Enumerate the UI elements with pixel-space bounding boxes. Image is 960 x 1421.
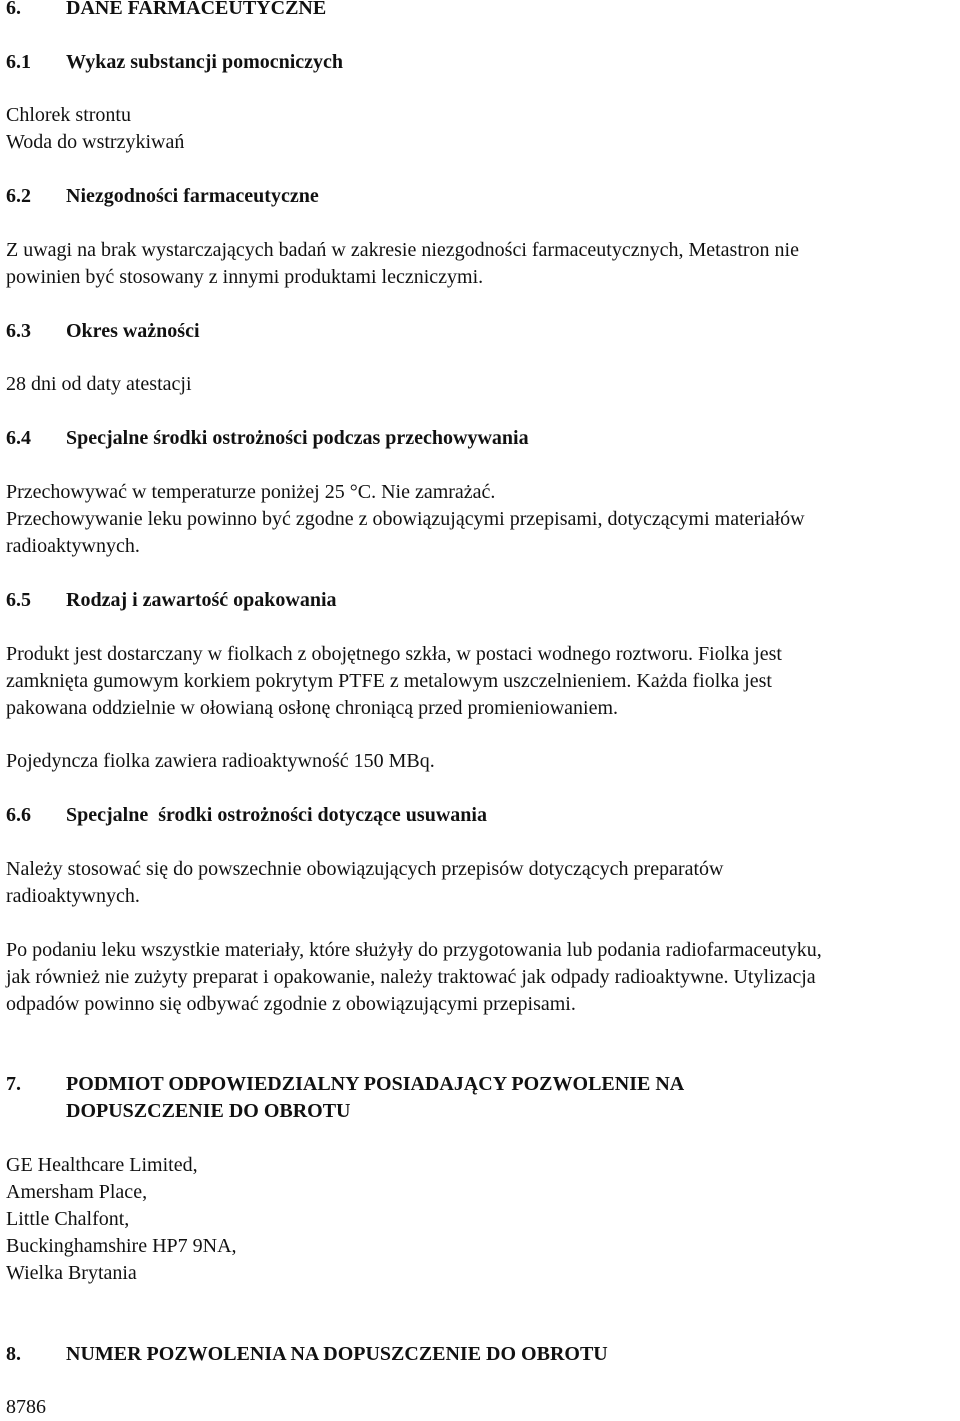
address-line: GE Healthcare Limited, xyxy=(6,1154,198,1176)
section-number: 6.3 xyxy=(6,320,31,342)
section-6-4-heading xyxy=(6,425,529,452)
section-6-1-heading xyxy=(6,49,343,76)
paragraph-line: radioaktywnych. xyxy=(6,535,140,557)
section-title: Rodzaj i zawartość opakowania xyxy=(66,589,337,611)
section-number: 6.6 xyxy=(6,804,31,826)
section-number: 7. xyxy=(6,1073,21,1095)
section-6-3-body xyxy=(6,371,192,398)
paragraph-line: 28 dni od daty atestacji xyxy=(6,373,192,395)
section-6-2-body xyxy=(6,237,799,291)
section-6-5-paragraph-2 xyxy=(6,748,435,775)
section-6-5-heading xyxy=(6,587,337,614)
section-number: 6.1 xyxy=(6,51,31,73)
paragraph-line: Przechowywać w temperaturze poniżej 25 °C. Nie zamrażać. xyxy=(6,481,496,503)
section-title: Okres ważności xyxy=(66,320,200,342)
section-title: Specjalne środki ostrożności dotyczące usuwania xyxy=(66,804,487,826)
section-6-6-paragraph-2 xyxy=(6,937,822,1018)
paragraph-line: radioaktywnych. xyxy=(6,885,140,907)
section-6-4-body xyxy=(6,479,805,560)
marketing-authorisation-holder-address xyxy=(6,1152,237,1287)
excipient-item: Woda do wstrzykiwań xyxy=(6,131,185,153)
section-8-heading xyxy=(6,1341,608,1368)
section-title: Wykaz substancji pomocniczych xyxy=(66,51,344,73)
address-line: Buckinghamshire HP7 9NA, xyxy=(6,1235,237,1257)
paragraph-line: Pojedyncza fiolka zawiera radioaktywność 150 MBq. xyxy=(6,750,435,772)
address-line: Wielka Brytania xyxy=(6,1262,137,1284)
section-number: 6.5 xyxy=(6,589,31,611)
section-6-6-heading xyxy=(6,802,487,829)
section-number: 6.2 xyxy=(6,185,31,207)
paragraph-line: odpadów powinno się odbywać zgodnie z obowiązującymi przepisami. xyxy=(6,993,576,1015)
section-6-heading xyxy=(6,0,326,22)
section-title: NUMER POZWOLENIA NA DOPUSZCZENIE DO OBROTU xyxy=(66,1343,608,1365)
section-6-5-paragraph-1 xyxy=(6,641,782,722)
paragraph-line: Z uwagi na brak wystarczających badań w zakresie niezgodności farmaceutycznych, Metastron nie xyxy=(6,239,799,261)
section-6-6-paragraph-1 xyxy=(6,856,724,910)
section-title: DANE FARMACEUTYCZNE xyxy=(66,0,327,19)
address-line: Little Chalfont, xyxy=(6,1208,130,1230)
paragraph-line: Należy stosować się do powszechnie obowiązujących przepisów dotyczących preparatów xyxy=(6,858,724,880)
section-6-2-heading xyxy=(6,183,319,210)
paragraph-line: powinien być stosowany z innymi produktami leczniczymi. xyxy=(6,266,484,288)
paragraph-line: pakowana oddzielnie w ołowianą osłonę chroniącą przed promieniowaniem. xyxy=(6,697,619,719)
section-number: 6.4 xyxy=(6,427,31,449)
address-line: Amersham Place, xyxy=(6,1181,148,1203)
paragraph-line: Przechowywanie leku powinno być zgodne z obowiązującymi przepisami, dotyczącymi materiałów xyxy=(6,508,805,530)
excipient-item: Chlorek strontu xyxy=(6,104,131,126)
authorisation-number: 8786 xyxy=(6,1396,46,1418)
section-title xyxy=(66,1071,684,1125)
paragraph-line: jak również nie zużyty preparat i opakowanie, należy traktować jak odpady radioaktywne. Utylizacja xyxy=(6,966,816,988)
section-title-line: DOPUSZCZENIE DO OBROTU xyxy=(66,1100,351,1122)
section-number: 6. xyxy=(6,0,21,19)
paragraph-line: zamknięta gumowym korkiem pokrytym PTFE z metalowym uszczelnieniem. Każda fiolka jest xyxy=(6,670,772,692)
paragraph-line: Produkt jest dostarczany w fiolkach z obojętnego szkła, w postaci wodnego roztworu. Fiolka jest xyxy=(6,643,782,665)
section-title: Niezgodności farmaceutyczne xyxy=(66,185,319,207)
paragraph-line: Po podaniu leku wszystkie materiały, które służyły do przygotowania lub podania radiofarmaceutyku, xyxy=(6,939,822,961)
section-title: Specjalne środki ostrożności podczas przechowywania xyxy=(66,427,529,449)
section-6-1-body xyxy=(6,102,184,156)
section-7-heading xyxy=(6,1071,684,1125)
section-number: 8. xyxy=(6,1343,21,1365)
section-6-3-heading xyxy=(6,318,200,345)
section-title-line: PODMIOT ODPOWIEDZIALNY POSIADAJĄCY POZWOLENIE NA xyxy=(66,1073,685,1095)
